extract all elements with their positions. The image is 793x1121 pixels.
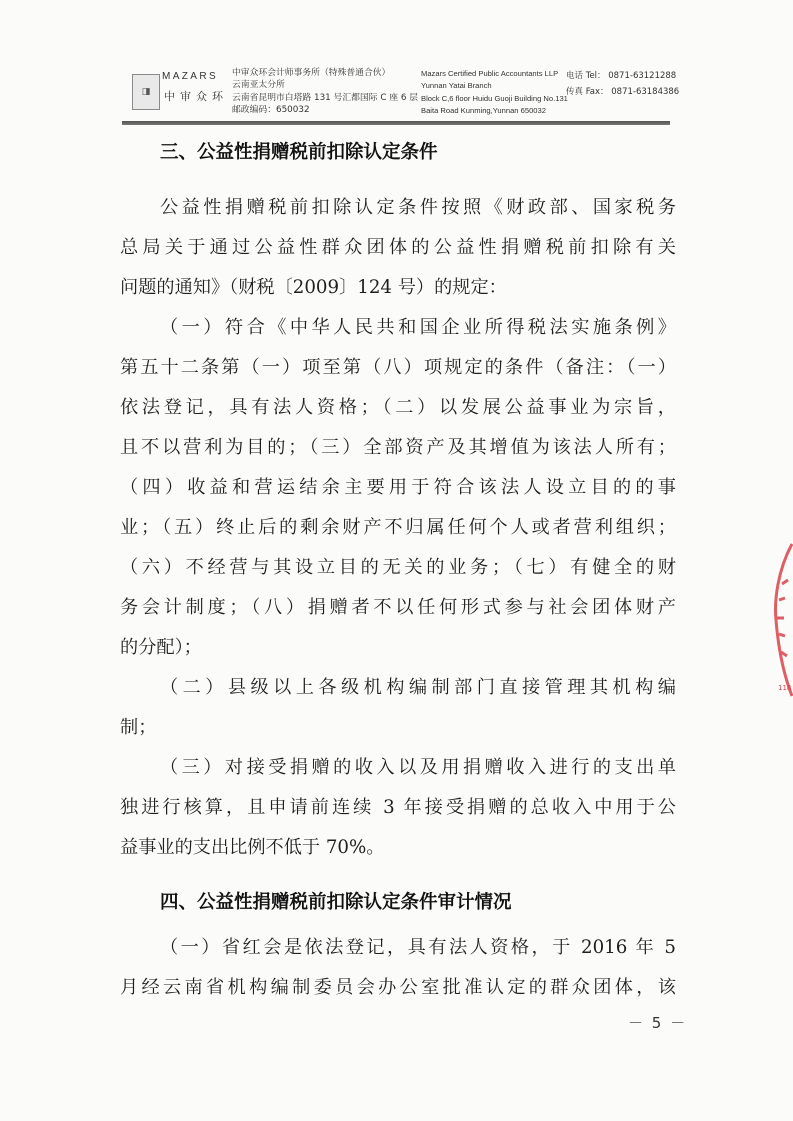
text-line: 问题的通知》（财税〔2009〕124 号）的规定： [120, 277, 507, 298]
firm-cn-line: 中审众环会计师事务所（特殊普通合伙） [232, 68, 391, 78]
brand-name-en: MAZARS [162, 71, 219, 82]
firm-en-line: Block C,6 floor Huidu Guoji Building No.131 [421, 93, 568, 103]
firm-en-line: Yunnan Yatai Branch [421, 81, 492, 91]
text-line: 务会计制度；（八）捐赠者不以任何形式参与社会团体财产 [120, 597, 676, 618]
firm-contact [566, 68, 679, 100]
firm-en-line: Baita Road Kunming,Yunnan 650032 [421, 105, 546, 115]
text-line: （四）收益和营运结余主要用于符合该法人设立目的的事 [120, 477, 676, 498]
firm-cn-line: 邮政编码：650032 [232, 104, 310, 115]
phone-number: 电话 Tel： 0871-63121288 [566, 71, 677, 81]
text-line: （三）对接受捐赠的收入以及用捐赠收入进行的支出单 [160, 757, 676, 778]
text-line: 依法登记，具有法人资格；（二）以发展公益事业为宗旨， [120, 397, 676, 418]
text-line: （六）不经营与其设立目的无关的业务；（七）有健全的财 [120, 557, 676, 578]
text-line: 业；（五）终止后的剩余财产不归属任何个人或者营利组织； [120, 517, 676, 538]
section-heading: 三、公益性捐赠税前扣除认定条件 [160, 142, 438, 163]
firm-en-line: Mazars Certified Public Accountants LLP [421, 69, 559, 78]
seal-stamp-icon [768, 540, 793, 700]
firm-address-en [421, 68, 568, 117]
letterhead-divider [122, 121, 670, 125]
text-line: 独进行核算，且申请前连续 3 年接受捐赠的总收入中用于公 [120, 797, 676, 818]
svg-text:118: 118 [778, 684, 792, 692]
letterhead [0, 0, 793, 130]
text-line: （一）符合《中华人民共和国企业所得税法实施条例》 [160, 317, 676, 338]
text-line: 制； [120, 717, 157, 738]
text-line: （二）县级以上各级机构编制部门直接管理其机构编 [160, 677, 676, 698]
firm-cn-line: 云南亚太分所 [232, 80, 285, 91]
text-line: 的分配）； [120, 637, 202, 658]
text-line: （一）省红会是依法登记，具有法人资格，于 2016 年 5 [160, 937, 676, 958]
firm-cn-line: 云南省昆明市白塔路 131 号汇都国际 C 座 6 层 [232, 92, 419, 103]
section-heading: 四、公益性捐赠税前扣除认定条件审计情况 [160, 892, 512, 913]
brand-name-cn: 中审众环 [164, 90, 228, 103]
text-line: 第五十二条第（一）项至第（八）项规定的条件（备注：（一） [120, 357, 676, 378]
mazars-logo-icon: ◨ [132, 74, 160, 110]
firm-address-cn [232, 67, 418, 116]
page-number: － 5 － [628, 1014, 688, 1032]
text-line: 且不以营利为目的；（三）全部资产及其增值为该法人所有； [120, 437, 676, 458]
text-line: 月经云南省机构编制委员会办公室批准认定的群众团体，该 [120, 977, 676, 998]
fax-number: 传真 Fax： 0871-63184386 [566, 87, 680, 97]
text-line: 益事业的支出比例不低于 70%。 [120, 837, 385, 858]
text-line: 总局关于通过公益性群众团体的公益性捐赠税前扣除有关 [120, 237, 676, 258]
text-line: 公益性捐赠税前扣除认定条件按照《财政部、国家税务 [160, 197, 676, 218]
